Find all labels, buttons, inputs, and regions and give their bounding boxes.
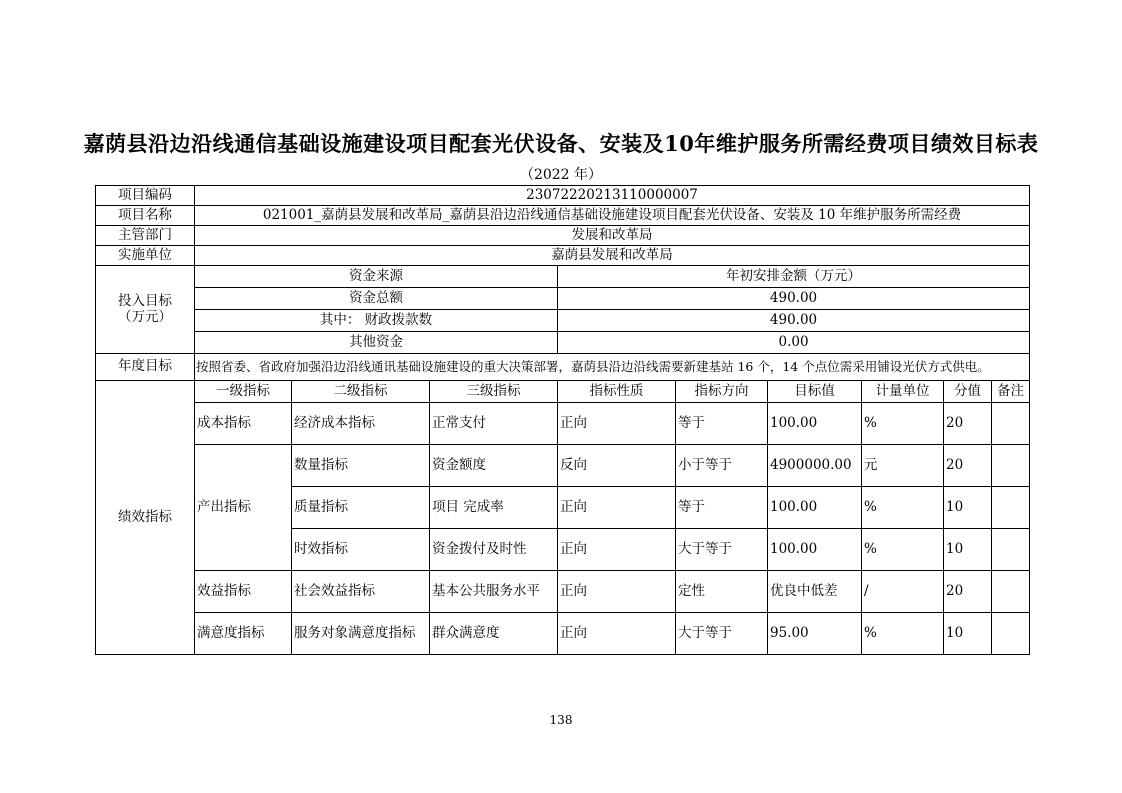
- header-level3: 三级指标: [430, 381, 558, 403]
- nature-cell: 正向: [558, 613, 676, 655]
- level3-cell: 资金拨付及时性: [430, 529, 558, 571]
- unit-cell: %: [862, 403, 944, 445]
- level1-output: 产出指标: [195, 445, 292, 571]
- level2-cell: 社会效益指标: [292, 571, 430, 613]
- header-direction: 指标方向: [676, 381, 768, 403]
- target-cell: 95.00: [768, 613, 862, 655]
- table-row: [96, 403, 1030, 445]
- direction-cell: 大于等于: [676, 613, 768, 655]
- other-fund-value: 0.00: [558, 332, 1030, 354]
- investment-label: [96, 266, 195, 354]
- performance-label: 绩效指标: [96, 381, 195, 655]
- project-code-value: 23072220213110000007: [195, 186, 1030, 206]
- dept-value: 发展和改革局: [195, 226, 1030, 246]
- nature-cell: 正向: [558, 529, 676, 571]
- fiscal-fund-label: 其中： 财政拨款数: [195, 310, 558, 332]
- direction-cell: 等于: [676, 403, 768, 445]
- direction-cell: 大于等于: [676, 529, 768, 571]
- direction-cell: 小于等于: [676, 445, 768, 487]
- header-level2: 二级指标: [292, 381, 430, 403]
- level1-cost: 成本指标: [195, 403, 292, 445]
- annual-target-text: 按照省委、省政府加强沿边沿线通讯基础设施建设的重大决策部署，嘉荫县沿边沿线需要新建基站 16 个，14 个点位需采用铺设光伏方式供电。: [195, 354, 1030, 381]
- other-fund-label: 其他资金: [195, 332, 558, 354]
- investment-label-line1: 投入目标: [118, 292, 172, 309]
- unit-cell: %: [862, 487, 944, 529]
- direction-cell: 定性: [676, 571, 768, 613]
- note-cell: [992, 613, 1030, 655]
- note-cell: [992, 403, 1030, 445]
- level3-cell: 项目 完成率: [430, 487, 558, 529]
- total-fund-value: 490.00: [558, 288, 1030, 310]
- table-row: [96, 445, 1030, 487]
- score-cell: 20: [944, 445, 992, 487]
- score-cell: 20: [944, 571, 992, 613]
- target-cell: 优良中低差: [768, 571, 862, 613]
- level2-cell: 质量指标: [292, 487, 430, 529]
- note-cell: [992, 487, 1030, 529]
- level1-satisfaction: 满意度指标: [195, 613, 292, 655]
- score-cell: 20: [944, 403, 992, 445]
- page-number: 138: [549, 713, 573, 727]
- unit-label: 实施单位: [96, 246, 195, 266]
- level2-cell: 服务对象满意度指标: [292, 613, 430, 655]
- project-code-label: 项目编码: [96, 186, 195, 206]
- unit-cell: %: [862, 613, 944, 655]
- direction-cell: 等于: [676, 487, 768, 529]
- header-nature: 指标性质: [558, 381, 676, 403]
- table-row: [96, 571, 1030, 613]
- level2-cell: 经济成本指标: [292, 403, 430, 445]
- level1-benefit: 效益指标: [195, 571, 292, 613]
- investment-label-line2: （万元）: [118, 308, 172, 325]
- score-cell: 10: [944, 613, 992, 655]
- project-name-value: 021001_嘉荫县发展和改革局_嘉荫县沿边沿线通信基础设施建设项目配套光伏设备、安装及 10 年维护服务所需经费: [195, 206, 1030, 226]
- nature-cell: 正向: [558, 571, 676, 613]
- note-cell: [992, 445, 1030, 487]
- score-cell: 10: [944, 487, 992, 529]
- target-cell: 100.00: [768, 487, 862, 529]
- target-cell: 4900000.00: [768, 445, 862, 487]
- level3-cell: 群众满意度: [430, 613, 558, 655]
- note-cell: [992, 571, 1030, 613]
- unit-cell: /: [862, 571, 944, 613]
- target-cell: 100.00: [768, 403, 862, 445]
- level2-cell: 数量指标: [292, 445, 430, 487]
- year-subtitle: （2022 年）: [519, 167, 603, 183]
- level3-cell: 基本公共服务水平: [430, 571, 558, 613]
- total-fund-label: 资金总额: [195, 288, 558, 310]
- header-note: 备注: [992, 381, 1030, 403]
- header-unit: 计量单位: [862, 381, 944, 403]
- target-cell: 100.00: [768, 529, 862, 571]
- unit-value: 嘉荫县发展和改革局: [195, 246, 1030, 266]
- fiscal-fund-value: 490.00: [558, 310, 1030, 332]
- score-cell: 10: [944, 529, 992, 571]
- level3-cell: 正常支付: [430, 403, 558, 445]
- nature-cell: 正向: [558, 403, 676, 445]
- header-target: 目标值: [768, 381, 862, 403]
- annual-target-label: 年度目标: [96, 354, 195, 381]
- dept-label: 主管部门: [96, 226, 195, 246]
- project-name-label: 项目名称: [96, 206, 195, 226]
- fund-amount-header: 年初安排金额（万元）: [558, 266, 1030, 288]
- fund-source-header: 资金来源: [195, 266, 558, 288]
- header-level1: 一级指标: [195, 381, 292, 403]
- performance-target-table: [95, 185, 1030, 655]
- note-cell: [992, 529, 1030, 571]
- unit-cell: %: [862, 529, 944, 571]
- level3-cell: 资金额度: [430, 445, 558, 487]
- nature-cell: 反向: [558, 445, 676, 487]
- header-score: 分值: [944, 381, 992, 403]
- page-title: 嘉荫县沿边沿线通信基础设施建设项目配套光伏设备、安装及10年维护服务所需经费项目绩效目标表: [83, 131, 1039, 156]
- level2-cell: 时效指标: [292, 529, 430, 571]
- nature-cell: 正向: [558, 487, 676, 529]
- unit-cell: 元: [862, 445, 944, 487]
- table-row: [96, 613, 1030, 655]
